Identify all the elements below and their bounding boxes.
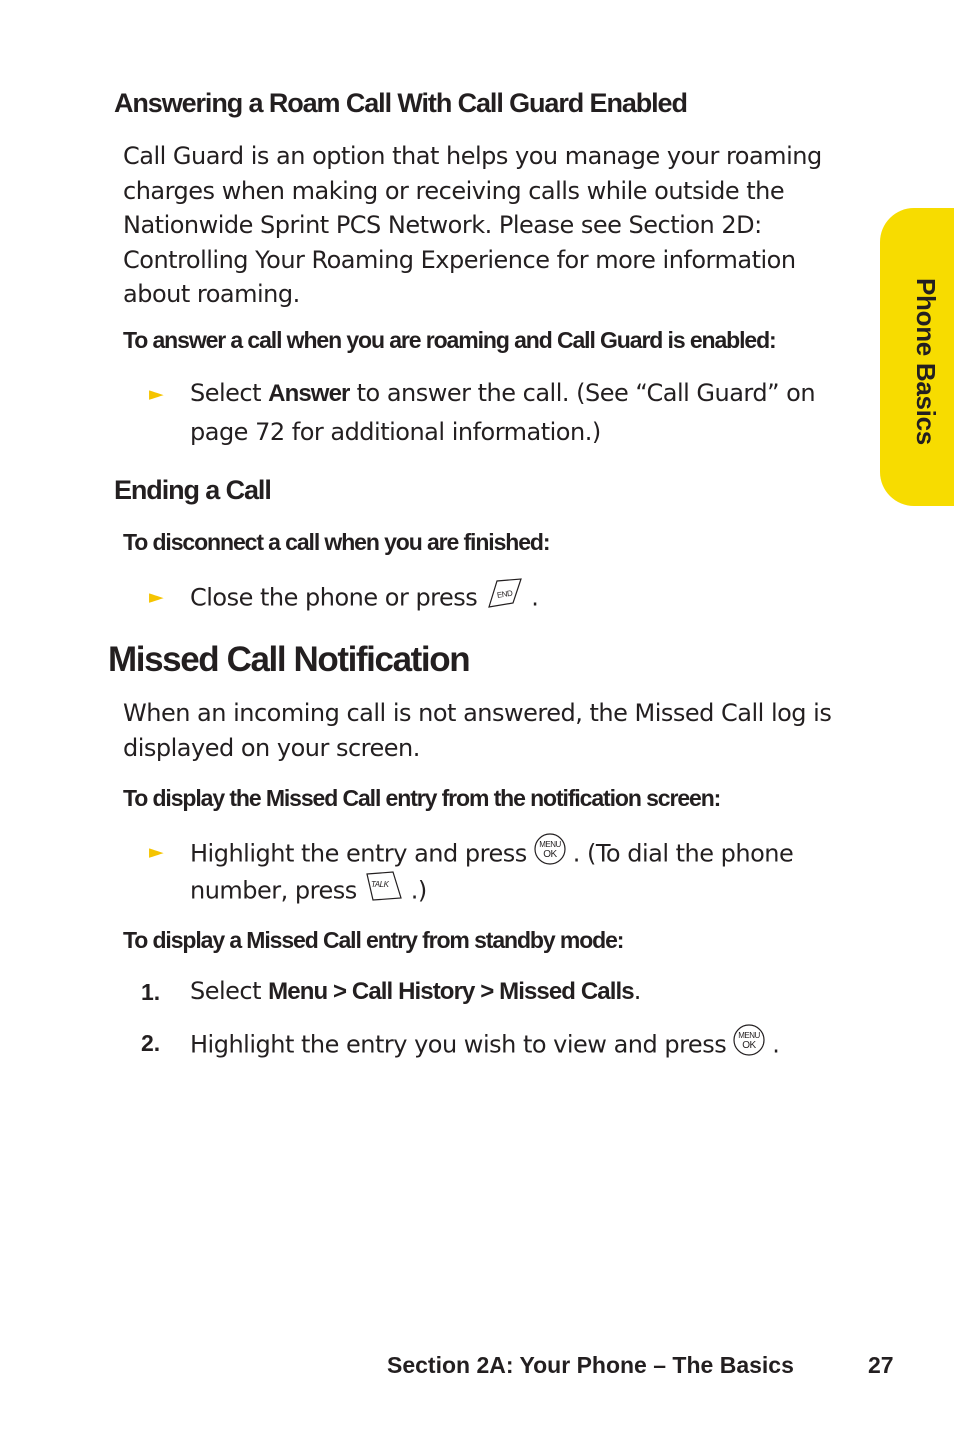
instruction-standby: To display a Missed Call entry from standby mode: bbox=[123, 927, 624, 953]
heading-roam-call: Answering a Roam Call With Call Guard Enabled bbox=[114, 88, 687, 118]
svg-text:END: END bbox=[496, 588, 514, 600]
paragraph-missed-call: When an incoming call is not answered, the Missed Call log is displayed on your screen. bbox=[123, 699, 832, 762]
side-tab-label: Phone Basics bbox=[911, 278, 941, 445]
step-select-answer bbox=[190, 374, 850, 451]
step-key-answer: Answer bbox=[268, 380, 350, 407]
bullet-arrow-icon: ► bbox=[149, 841, 164, 863]
heading-ending-call: Ending a Call bbox=[114, 475, 271, 505]
numbered-step-2 bbox=[190, 1023, 779, 1068]
step-text: Highlight the entry you wish to view and press bbox=[190, 1030, 727, 1059]
svg-text:MENU: MENU bbox=[538, 840, 561, 849]
numbered-step-1 bbox=[190, 972, 641, 1011]
svg-text:OK: OK bbox=[742, 1040, 756, 1051]
paragraph-call-guard: Call Guard is an option that helps you manage your roaming charges when making or receiving calls while outside the Nationwide Sprint PCS Network. Please see Section 2D: Controlling Your Roaming Experience for more information about roaming. bbox=[123, 142, 822, 309]
step-text: Select bbox=[190, 379, 269, 407]
instruction-notification: To display the Missed Call entry from the notification screen: bbox=[123, 785, 721, 811]
step-text: . bbox=[772, 1030, 780, 1059]
bullet-arrow-icon: ► bbox=[149, 383, 164, 405]
step-text: Select bbox=[190, 977, 269, 1005]
bullet-arrow-icon: ► bbox=[149, 586, 164, 608]
heading-missed-call: Missed Call Notification bbox=[108, 640, 470, 679]
instruction-disconnect: To disconnect a call when you are finished: bbox=[123, 529, 550, 555]
instruction-answer-roaming: To answer a call when you are roaming and Call Guard is enabled: bbox=[123, 327, 776, 353]
step-text: .) bbox=[410, 876, 427, 905]
menu-path: Menu > Call History > Missed Calls bbox=[268, 978, 634, 1005]
list-number: 2. bbox=[141, 1030, 161, 1056]
step-text: number, press bbox=[190, 876, 357, 905]
page-number: 27 bbox=[868, 1352, 894, 1378]
list-number: 1. bbox=[141, 979, 161, 1005]
step-close-phone bbox=[190, 577, 538, 620]
end-key-icon bbox=[483, 577, 525, 620]
svg-text:OK: OK bbox=[542, 849, 557, 860]
step-text: . bbox=[633, 977, 641, 1005]
menu-ok-key-icon bbox=[533, 832, 567, 877]
talk-key-icon bbox=[363, 870, 405, 913]
menu-ok-key-icon bbox=[732, 1023, 766, 1068]
step-text: Highlight the entry and press bbox=[190, 839, 527, 868]
svg-text:TALK: TALK bbox=[370, 880, 389, 889]
svg-text:MENU: MENU bbox=[738, 1031, 760, 1040]
step-text: . (To dial the phone bbox=[572, 839, 794, 868]
step-text: Close the phone or press bbox=[190, 583, 478, 612]
step-text: . bbox=[531, 583, 539, 612]
step-dial-number bbox=[190, 870, 427, 913]
footer-section: Section 2A: Your Phone – The Basics bbox=[387, 1352, 794, 1378]
step-text: to answer the call. (See “Call Guard” on page 72 for additional information.) bbox=[190, 379, 816, 446]
